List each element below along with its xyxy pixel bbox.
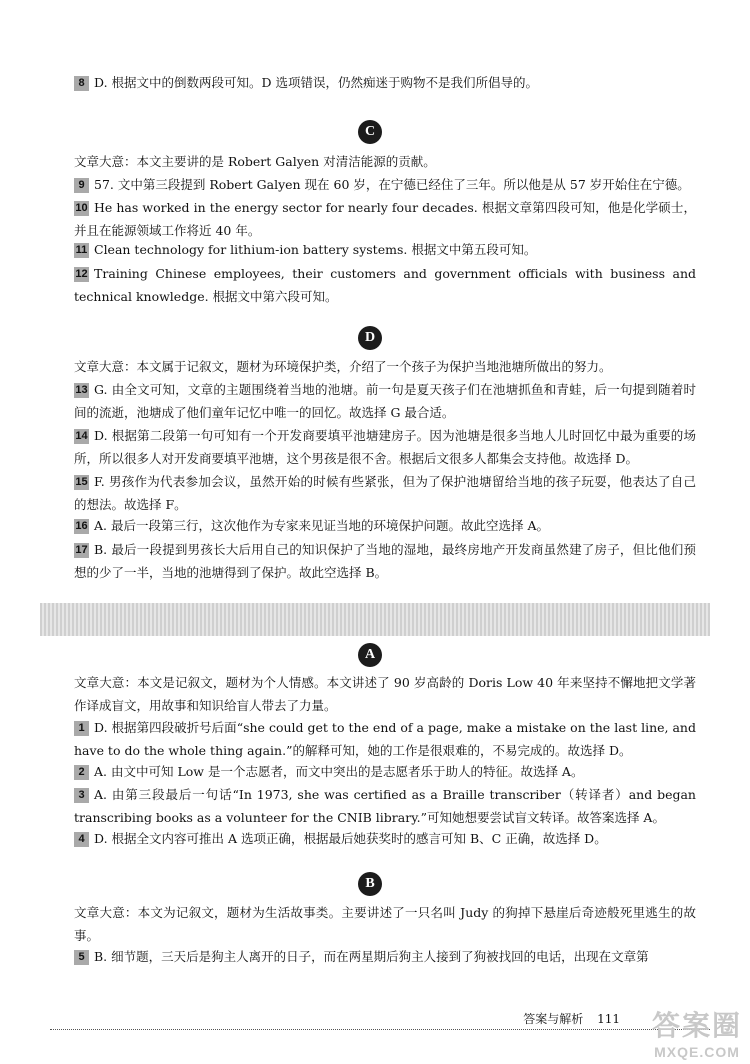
watermark-line2: MXQE.COM bbox=[654, 1044, 740, 1060]
answer-text: F. 男孩作为代表参加会议，虽然开始的时候有些紧张，但为了保护池塘留给当地的孩子玩耍，他表达了自己的想法。故选择 F。 bbox=[74, 474, 696, 512]
answer-text: Clean technology for lithium-ion battery systems. 根据文中第五段可知。 bbox=[94, 242, 537, 257]
question-number: 17 bbox=[75, 544, 88, 556]
question-number: 13 bbox=[75, 384, 88, 396]
answer-4 bbox=[74, 827, 696, 850]
watermark-line1: 答案圈 bbox=[651, 1010, 742, 1041]
unit-title bbox=[40, 603, 710, 636]
answer-1 bbox=[74, 716, 696, 762]
answer-text: He has worked in the energy sector for nearly four decades. 根据文章第四段可知，他是化学硕士，并且在能源领域工作将近 40 年。 bbox=[74, 200, 696, 238]
question-number: 1 bbox=[74, 721, 89, 736]
question-number: 3 bbox=[74, 788, 89, 803]
footer-divider bbox=[50, 1029, 710, 1030]
answer-8 bbox=[74, 71, 696, 94]
question-number: 10 bbox=[75, 202, 88, 214]
answer-16 bbox=[74, 514, 696, 537]
answer-text: A. 最后一段第三行，这次他作为专家来见证当地的环境保护问题。故此空选择 A。 bbox=[94, 518, 549, 533]
answer-11 bbox=[74, 238, 696, 261]
question-number: 8 bbox=[74, 76, 89, 91]
answer-2 bbox=[74, 760, 696, 783]
answer-10 bbox=[74, 196, 696, 242]
question-number: 12 bbox=[75, 268, 88, 280]
section-c-badge: C bbox=[358, 120, 382, 144]
answer-text: D. 根据全文内容可推出 A 选项正确，根据最后她获奖时的感言可知 B、C 正确，故选择 D。 bbox=[94, 831, 607, 846]
answer-text: Training Chinese employees, their customers and government officials with business and technical knowledge. 根据文中第六段可知。 bbox=[74, 266, 696, 304]
question-number: 2 bbox=[74, 765, 89, 780]
section-d-summary: 文章大意：本文属于记叙文，题材为环境保护类，介绍了一个孩子为保护当地池塘所做出的努力。 bbox=[74, 359, 612, 374]
answer-12 bbox=[74, 262, 696, 308]
section-a-summary: 文章大意：本文是记叙文，题材为个人情感。本文讲述了 90 岁高龄的 Doris Low 40 年来坚持不懈地把文学著作译成盲文，用故事和知识给盲人带去了力量。 bbox=[74, 675, 696, 713]
answer-text: B. 细节题，三天后是狗主人离开的日子，而在两星期后狗主人接到了狗被找回的电话，出现在文章第 bbox=[94, 949, 649, 964]
question-number: 4 bbox=[74, 832, 89, 847]
question-number: 9 bbox=[74, 178, 89, 193]
watermark-logo bbox=[652, 1004, 742, 1060]
unit-header-band bbox=[40, 603, 710, 636]
answer-15 bbox=[74, 470, 696, 516]
answer-text: 57. 文中第三段提到 Robert Galyen 现在 60 岁，在宁德已经住了三年。所以他是从 57 岁开始住在宁德。 bbox=[94, 177, 690, 192]
answer-14 bbox=[74, 424, 696, 470]
page-number: 111 bbox=[597, 1012, 620, 1026]
answer-text: D. 根据文中的倒数两段可知。D 选项错误，仍然痴迷于购物不是我们所倡导的。 bbox=[94, 75, 539, 90]
question-number: 16 bbox=[75, 520, 88, 532]
answer-5 bbox=[74, 945, 696, 968]
answer-13 bbox=[74, 378, 696, 424]
question-number: 11 bbox=[75, 244, 88, 256]
section-c-summary: 文章大意：本文主要讲的是 Robert Galyen 对清洁能源的贡献。 bbox=[74, 154, 436, 169]
answer-text: D. 根据第四段破折号后面“she could get to the end of a page, make a mistake on the last line, and have to do the whole thing again.”的解释可知，她的工作是很艰难的，不易完成的。故选择 D。 bbox=[74, 720, 696, 758]
question-number: 5 bbox=[74, 950, 89, 965]
section-b-summary: 文章大意：本文为记叙文，题材为生活故事类。主要讲述了一只名叫 Judy 的狗掉下悬崖后奇迹般死里逃生的故事。 bbox=[74, 905, 696, 943]
answer-3 bbox=[74, 783, 696, 829]
section-b-badge: B bbox=[358, 872, 382, 896]
answer-text: G. 由全文可知，文章的主题围绕着当地的池塘。前一句是夏天孩子们在池塘抓鱼和青蛙，后一句提到随着时间的流逝，池塘成了他们童年记忆中唯一的回忆。故选择 G 最合适。 bbox=[74, 382, 696, 420]
answer-text: B. 最后一段提到男孩长大后用自己的知识保护了当地的湿地，最终房地产开发商虽然建了房子，但比他们预想的少了一半，当地的池塘得到了保护。故此空选择 B。 bbox=[74, 542, 696, 580]
answer-text: A. 由第三段最后一句话“In 1973, she was certified as a Braille transcriber（转译者）and began transcribing books as a volunteer for the CNIB library.”可知她想要尝试盲文转译。故答案选择 A。 bbox=[74, 787, 696, 825]
footer-section-label: 答案与解析 bbox=[523, 1012, 584, 1026]
section-d-badge: D bbox=[358, 326, 382, 350]
question-number: 14 bbox=[75, 430, 88, 442]
question-number: 15 bbox=[75, 476, 88, 488]
page-footer bbox=[523, 1010, 620, 1027]
answer-text: D. 根据第二段第一句可知有一个开发商要填平池塘建房子。因为池塘是很多当地人儿时回忆中最为重要的场所，所以很多人对开发商要填平池塘，这个男孩是很不舍。根据后文很多人都集会支持他。故选择 D。 bbox=[74, 428, 696, 466]
answer-17 bbox=[74, 538, 696, 584]
answer-9 bbox=[74, 173, 696, 196]
answer-text: A. 由文中可知 Low 是一个志愿者，而文中突出的是志愿者乐于助人的特征。故选择 A。 bbox=[94, 764, 584, 779]
section-a-badge: A bbox=[358, 643, 382, 667]
